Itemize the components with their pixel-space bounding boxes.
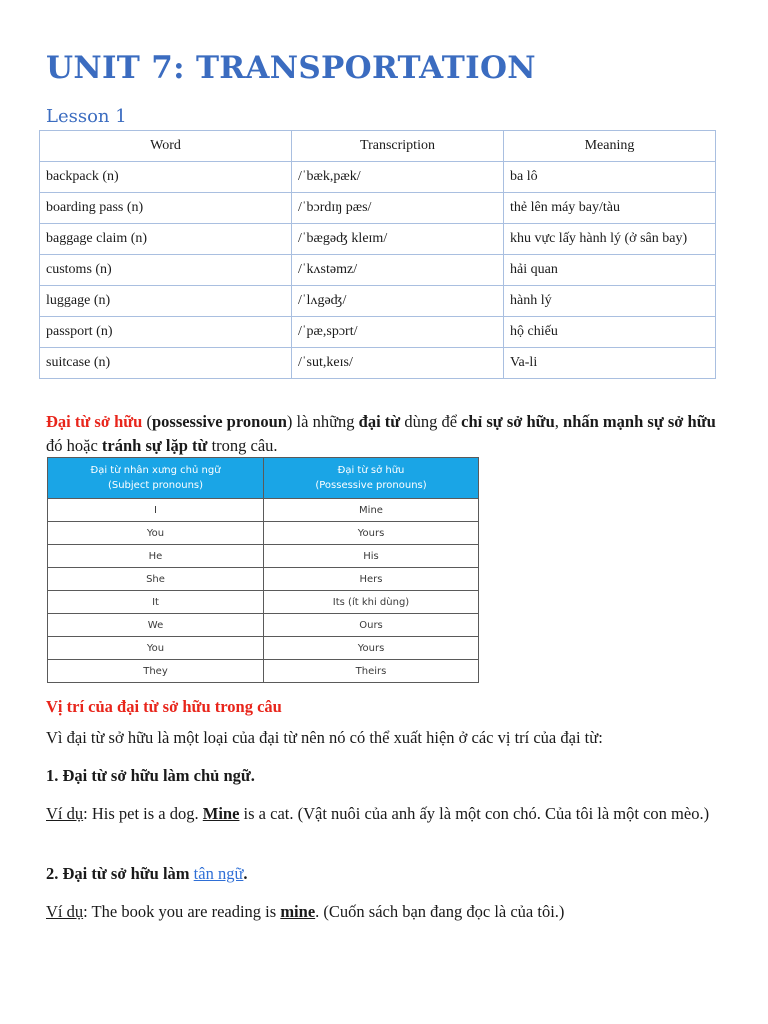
example-label: Ví dụ [46,902,84,921]
possessive-pronoun: Hers [264,568,479,591]
vocab-word: baggage claim (n) [40,224,292,255]
vocab-word: passport (n) [40,317,292,348]
intro-bold: tránh sự lặp từ [101,436,208,455]
example-2 [46,901,722,923]
subject-pronoun: They [48,660,264,683]
pronoun-row [48,499,479,522]
vocab-row [40,224,716,255]
intro-term: Đại từ sở hữu [46,412,143,431]
vocab-row [40,348,716,379]
example-keyword: Mine [202,804,240,823]
vocab-word: boarding pass (n) [40,193,292,224]
vocab-meaning: khu vực lấy hành lý (ở sân bay) [504,224,716,255]
intro-text: ( [142,412,152,431]
intro-paragraph [46,410,722,458]
possessive-pronoun: Its (ít khi dùng) [264,591,479,614]
vocab-meaning: ba lô [504,162,716,193]
pronoun-table [47,457,479,683]
possessive-pronoun: Yours [264,637,479,660]
vocab-header-meaning: Meaning [504,131,716,162]
object-heading [46,863,722,885]
vocab-row [40,317,716,348]
header-line: (Possessive pronouns) [315,480,427,491]
example-keyword: mine [280,902,316,921]
possessive-pronoun: Theirs [264,660,479,683]
vocab-meaning: thẻ lên máy bay/tàu [504,193,716,224]
vocab-word: luggage (n) [40,286,292,317]
vocab-header-transcription: Transcription [292,131,504,162]
example-text: is a cat. (Vật nuôi của anh ấy là một con chó. Của tôi là một con mèo.) [239,804,710,823]
subject-pronoun: You [48,637,264,660]
vocab-transcription: /ˈlʌgəʤ/ [292,286,504,317]
pronoun-header-row [48,458,479,499]
pronoun-row [48,591,479,614]
pronoun-header-possessive [264,458,479,499]
subject-heading-text: 1. Đại từ sở hữu làm chủ ngữ. [46,766,255,785]
intro-bold: possessive pronoun [151,412,287,431]
subject-heading [46,765,722,787]
example-1 [46,803,722,825]
vocabulary-table [39,130,716,379]
vocab-transcription: /ˈbæk,pæk/ [292,162,504,193]
vocab-transcription: /ˈbɔrdɪŋ pæs/ [292,193,504,224]
pronoun-row [48,637,479,660]
subject-pronoun: She [48,568,264,591]
intro-text: , [554,412,564,431]
vocab-row [40,193,716,224]
example-text: : His pet is a dog. [83,804,203,823]
page-title: UNIT 7: TRANSPORTATION [46,50,536,86]
vocab-transcription: /ˈsut,keɪs/ [292,348,504,379]
vocab-transcription: /ˈpæ,spɔrt/ [292,317,504,348]
intro-bold: chỉ sự sở hữu [461,412,555,431]
possessive-pronoun: His [264,545,479,568]
intro-bold: đại từ [358,412,401,431]
pronoun-row [48,545,479,568]
possessive-pronoun: Mine [264,499,479,522]
pronoun-row [48,660,479,683]
vocab-row [40,286,716,317]
object-link[interactable]: tân ngữ [193,864,244,883]
section-paragraph: Vì đại từ sở hữu là một loại của đại từ nên nó có thể xuất hiện ở các vị trí của đại từ: [46,728,603,747]
vocab-meaning: hộ chiếu [504,317,716,348]
vocab-header-word: Word [40,131,292,162]
vocab-word: customs (n) [40,255,292,286]
intro-text: đó hoặc [46,436,102,455]
vocab-word: suitcase (n) [40,348,292,379]
possessive-pronoun: Yours [264,522,479,545]
example-label: Ví dụ [46,804,84,823]
vocab-meaning: Va-li [504,348,716,379]
pronoun-row [48,568,479,591]
header-line: Đại từ nhân xưng chủ ngữ [90,465,221,476]
vocab-header-row [40,131,716,162]
intro-text: ) là những [286,412,359,431]
intro-text: trong câu. [207,436,278,455]
vocab-word: backpack (n) [40,162,292,193]
intro-text: dùng để [400,412,462,431]
subject-pronoun: We [48,614,264,637]
pronoun-row [48,614,479,637]
object-heading-text: 2. Đại từ sở hữu làm [46,864,194,883]
example-text: . (Cuốn sách bạn đang đọc là của tôi.) [315,902,565,921]
header-line: Đại từ sở hữu [337,465,405,476]
vocab-transcription: /ˈkʌstəmz/ [292,255,504,286]
subject-pronoun: I [48,499,264,522]
pronoun-row [48,522,479,545]
vocab-meaning: hải quan [504,255,716,286]
vocab-transcription: /ˈbægəʤ kleɪm/ [292,224,504,255]
section-heading: Vị trí của đại từ sở hữu trong câu [46,697,282,716]
lesson-heading: Lesson 1 [46,106,127,127]
example-text: : The book you are reading is [83,902,281,921]
pronoun-header-subject [48,458,264,499]
possessive-pronoun: Ours [264,614,479,637]
vocab-row [40,162,716,193]
header-line: (Subject pronouns) [107,480,204,491]
subject-pronoun: It [48,591,264,614]
object-heading-end: . [243,864,248,883]
vocab-meaning: hành lý [504,286,716,317]
intro-bold: nhấn mạnh sự sở hữu [563,412,716,431]
vocab-row [40,255,716,286]
subject-pronoun: You [48,522,264,545]
subject-pronoun: He [48,545,264,568]
